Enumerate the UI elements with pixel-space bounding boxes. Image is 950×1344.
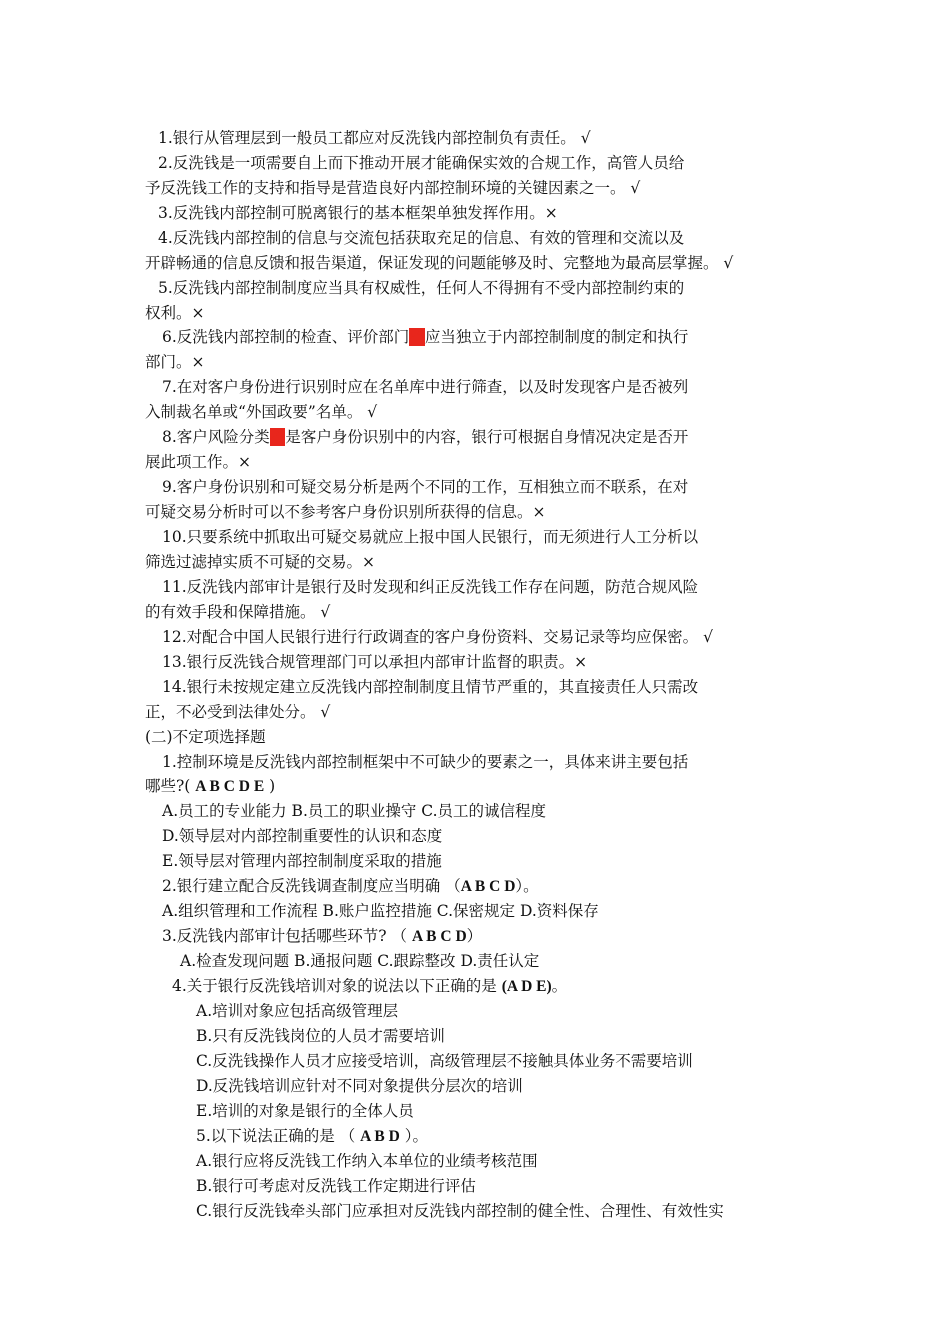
line-text: C.反洗钱操作人员才应接受培训，高级管理层不接触具体业务不需要培训 bbox=[196, 1052, 693, 1070]
line-text: 哪些?( bbox=[145, 777, 196, 795]
line-text: 13.银行反洗钱合规管理部门可以承担内部审计监督的职责。× bbox=[162, 653, 588, 671]
line-text: 3.反洗钱内部控制可脱离银行的基本框架单独发挥作用。× bbox=[158, 204, 558, 222]
answer-text: A B C D E bbox=[195, 778, 265, 795]
text-line bbox=[162, 825, 442, 847]
line-text: 2.反洗钱是一项需要自上而下推动开展才能确保实效的合规工作，高管人员给 bbox=[158, 154, 685, 172]
text-line bbox=[180, 950, 539, 972]
line-text: A.培训对象应包括高级管理层 bbox=[196, 1002, 399, 1020]
text-line bbox=[145, 252, 733, 274]
text-line bbox=[196, 1200, 724, 1222]
text-line bbox=[162, 651, 587, 673]
line-text-tail: ）。 bbox=[399, 1127, 428, 1145]
line-text: 1.银行从管理层到一般员工都应对反洗钱内部控制负有责任。 √ bbox=[158, 129, 591, 147]
line-text: 11.反洗钱内部审计是银行及时发现和纠正反洗钱工作存在问题，防范合规风险 bbox=[162, 578, 699, 596]
text-line bbox=[145, 401, 377, 423]
answer-text: A B C D bbox=[460, 878, 516, 895]
line-text: 予反洗钱工作的支持和指导是营造良好内部控制环境的关键因素之一。 √ bbox=[145, 179, 641, 197]
text-line bbox=[196, 1175, 476, 1197]
line-text: A.银行应将反洗钱工作纳入本单位的业绩考核范围 bbox=[196, 1152, 538, 1170]
text-line bbox=[145, 501, 546, 523]
text-line bbox=[162, 751, 688, 773]
text-line bbox=[145, 601, 330, 623]
text-line bbox=[145, 451, 251, 473]
text-line bbox=[145, 701, 330, 723]
line-text: 开辟畅通的信息反馈和报告渠道，保证发现的问题能够及时、完整地为最高层掌握。 √ bbox=[145, 254, 734, 272]
line-text: 2.银行建立配合反洗钱调查制度应当明确 （ bbox=[162, 877, 461, 895]
answer-text: (A D E) bbox=[501, 978, 552, 995]
line-text: 权利。× bbox=[145, 304, 205, 322]
line-text: 9.客户身份识别和可疑交易分析是两个不同的工作，互相独立而不联系，在对 bbox=[162, 478, 689, 496]
line-text: 的有效手段和保障措施。 √ bbox=[145, 603, 331, 621]
line-text: 展此项工作。× bbox=[145, 453, 251, 471]
line-text: 12.对配合中国人民银行进行行政调查的客户身份资料、交易记录等均应保密。 √ bbox=[162, 628, 713, 646]
text-line bbox=[196, 1050, 693, 1072]
line-text: 5.反洗钱内部控制制度应当具有权威性，任何人不得拥有不受内部控制约束的 bbox=[158, 279, 685, 297]
highlighted-text: 不 bbox=[269, 428, 286, 446]
line-text: (二)不定项选择题 bbox=[145, 728, 266, 746]
text-line bbox=[158, 227, 684, 249]
line-text: A.员工的专业能力 B.员工的职业操守 C.员工的诚信程度 bbox=[162, 802, 547, 820]
line-text: 14.银行未按规定建立反洗钱内部控制制度且情节严重的，其直接责任人只需改 bbox=[162, 678, 699, 696]
text-line bbox=[162, 925, 482, 948]
line-text: 4.关于银行反洗钱培训对象的说法以下正确的是 bbox=[172, 977, 502, 995]
text-line bbox=[145, 551, 375, 573]
line-text: 4.反洗钱内部控制的信息与交流包括获取充足的信息、有效的管理和交流以及 bbox=[158, 229, 685, 247]
text-line bbox=[162, 376, 688, 398]
text-line bbox=[162, 526, 698, 548]
line-text: 8.客户风险分类 bbox=[162, 428, 270, 446]
text-line bbox=[196, 1125, 428, 1148]
text-line bbox=[145, 726, 266, 748]
highlighted-text: 不 bbox=[409, 328, 425, 346]
line-text: 5.以下说法正确的是 （ bbox=[196, 1127, 361, 1145]
line-text: 筛选过滤掉实质不可疑的交易。× bbox=[145, 553, 375, 571]
line-text: B.只有反洗钱岗位的人员才需要培训 bbox=[196, 1027, 445, 1045]
text-line bbox=[196, 1000, 398, 1022]
text-line bbox=[145, 351, 205, 373]
line-text: 3.反洗钱内部审计包括哪些环节? （ bbox=[162, 927, 412, 945]
line-text: 可疑交易分析时可以不参考客户身份识别所获得的信息。× bbox=[145, 503, 546, 521]
text-line bbox=[145, 177, 640, 199]
line-text: 7.在对客户身份进行识别时应在名单库中进行筛查，以及时发现客户是否被列 bbox=[162, 378, 689, 396]
text-line bbox=[162, 875, 539, 898]
line-text-tail: 。 bbox=[551, 977, 568, 995]
line-text: 6.反洗钱内部控制的检查、评价部门 bbox=[162, 328, 410, 346]
text-line bbox=[172, 975, 567, 998]
line-text: A.检查发现问题 B.通报问题 C.跟踪整改 D.责任认定 bbox=[180, 952, 540, 970]
text-line bbox=[196, 1075, 523, 1097]
text-line bbox=[162, 326, 688, 348]
text-line bbox=[145, 775, 275, 798]
line-text-tail: ） bbox=[466, 927, 483, 945]
line-text: 部门。× bbox=[145, 353, 205, 371]
line-text: D.反洗钱培训应针对不同对象提供分层次的培训 bbox=[196, 1077, 523, 1095]
text-line bbox=[162, 426, 688, 448]
answer-text: A B D bbox=[360, 1128, 400, 1145]
text-line bbox=[158, 152, 684, 174]
text-line bbox=[162, 576, 698, 598]
text-line bbox=[196, 1150, 538, 1172]
line-text-tail: ）。 bbox=[515, 877, 539, 895]
line-text: E.领导层对管理内部控制制度采取的措施 bbox=[162, 852, 442, 870]
answer-text: A B C D bbox=[411, 928, 467, 945]
text-line bbox=[162, 850, 442, 872]
line-text: 1.控制环境是反洗钱内部控制框架中不可缺少的要素之一，具体来讲主要包括 bbox=[162, 753, 689, 771]
text-line bbox=[162, 900, 599, 922]
text-line bbox=[145, 302, 205, 324]
line-text: A.组织管理和工作流程 B.账户监控措施 C.保密规定 D.资料保存 bbox=[162, 902, 599, 920]
line-text: D.领导层对内部控制重要性的认识和态度 bbox=[162, 827, 443, 845]
line-text-tail: ) bbox=[264, 777, 276, 795]
text-line bbox=[158, 127, 591, 149]
line-text: 10.只要系统中抓取出可疑交易就应上报中国人民银行，而无须进行人工分析以 bbox=[162, 528, 699, 546]
line-text: 入制裁名单或“外国政要”名单。 √ bbox=[145, 403, 378, 421]
text-line bbox=[196, 1100, 414, 1122]
line-text: B.银行可考虑对反洗钱工作定期进行评估 bbox=[196, 1177, 476, 1195]
text-line bbox=[158, 202, 558, 224]
line-text-tail: 应当独立于内部控制制度的制定和执行 bbox=[424, 328, 689, 346]
line-text-tail: 是客户身份识别中的内容，银行可根据自身情况决定是否开 bbox=[285, 428, 689, 446]
text-line bbox=[162, 676, 698, 698]
line-text: E.培训的对象是银行的全体人员 bbox=[196, 1102, 414, 1120]
line-text: C.银行反洗钱牵头部门应承担对反洗钱内部控制的健全性、合理性、有效性实 bbox=[196, 1202, 724, 1220]
text-line bbox=[158, 277, 684, 299]
text-line bbox=[162, 476, 688, 498]
text-line bbox=[162, 626, 713, 648]
text-line bbox=[196, 1025, 445, 1047]
text-line bbox=[162, 800, 546, 822]
line-text: 正，不必受到法律处分。 √ bbox=[145, 703, 331, 721]
